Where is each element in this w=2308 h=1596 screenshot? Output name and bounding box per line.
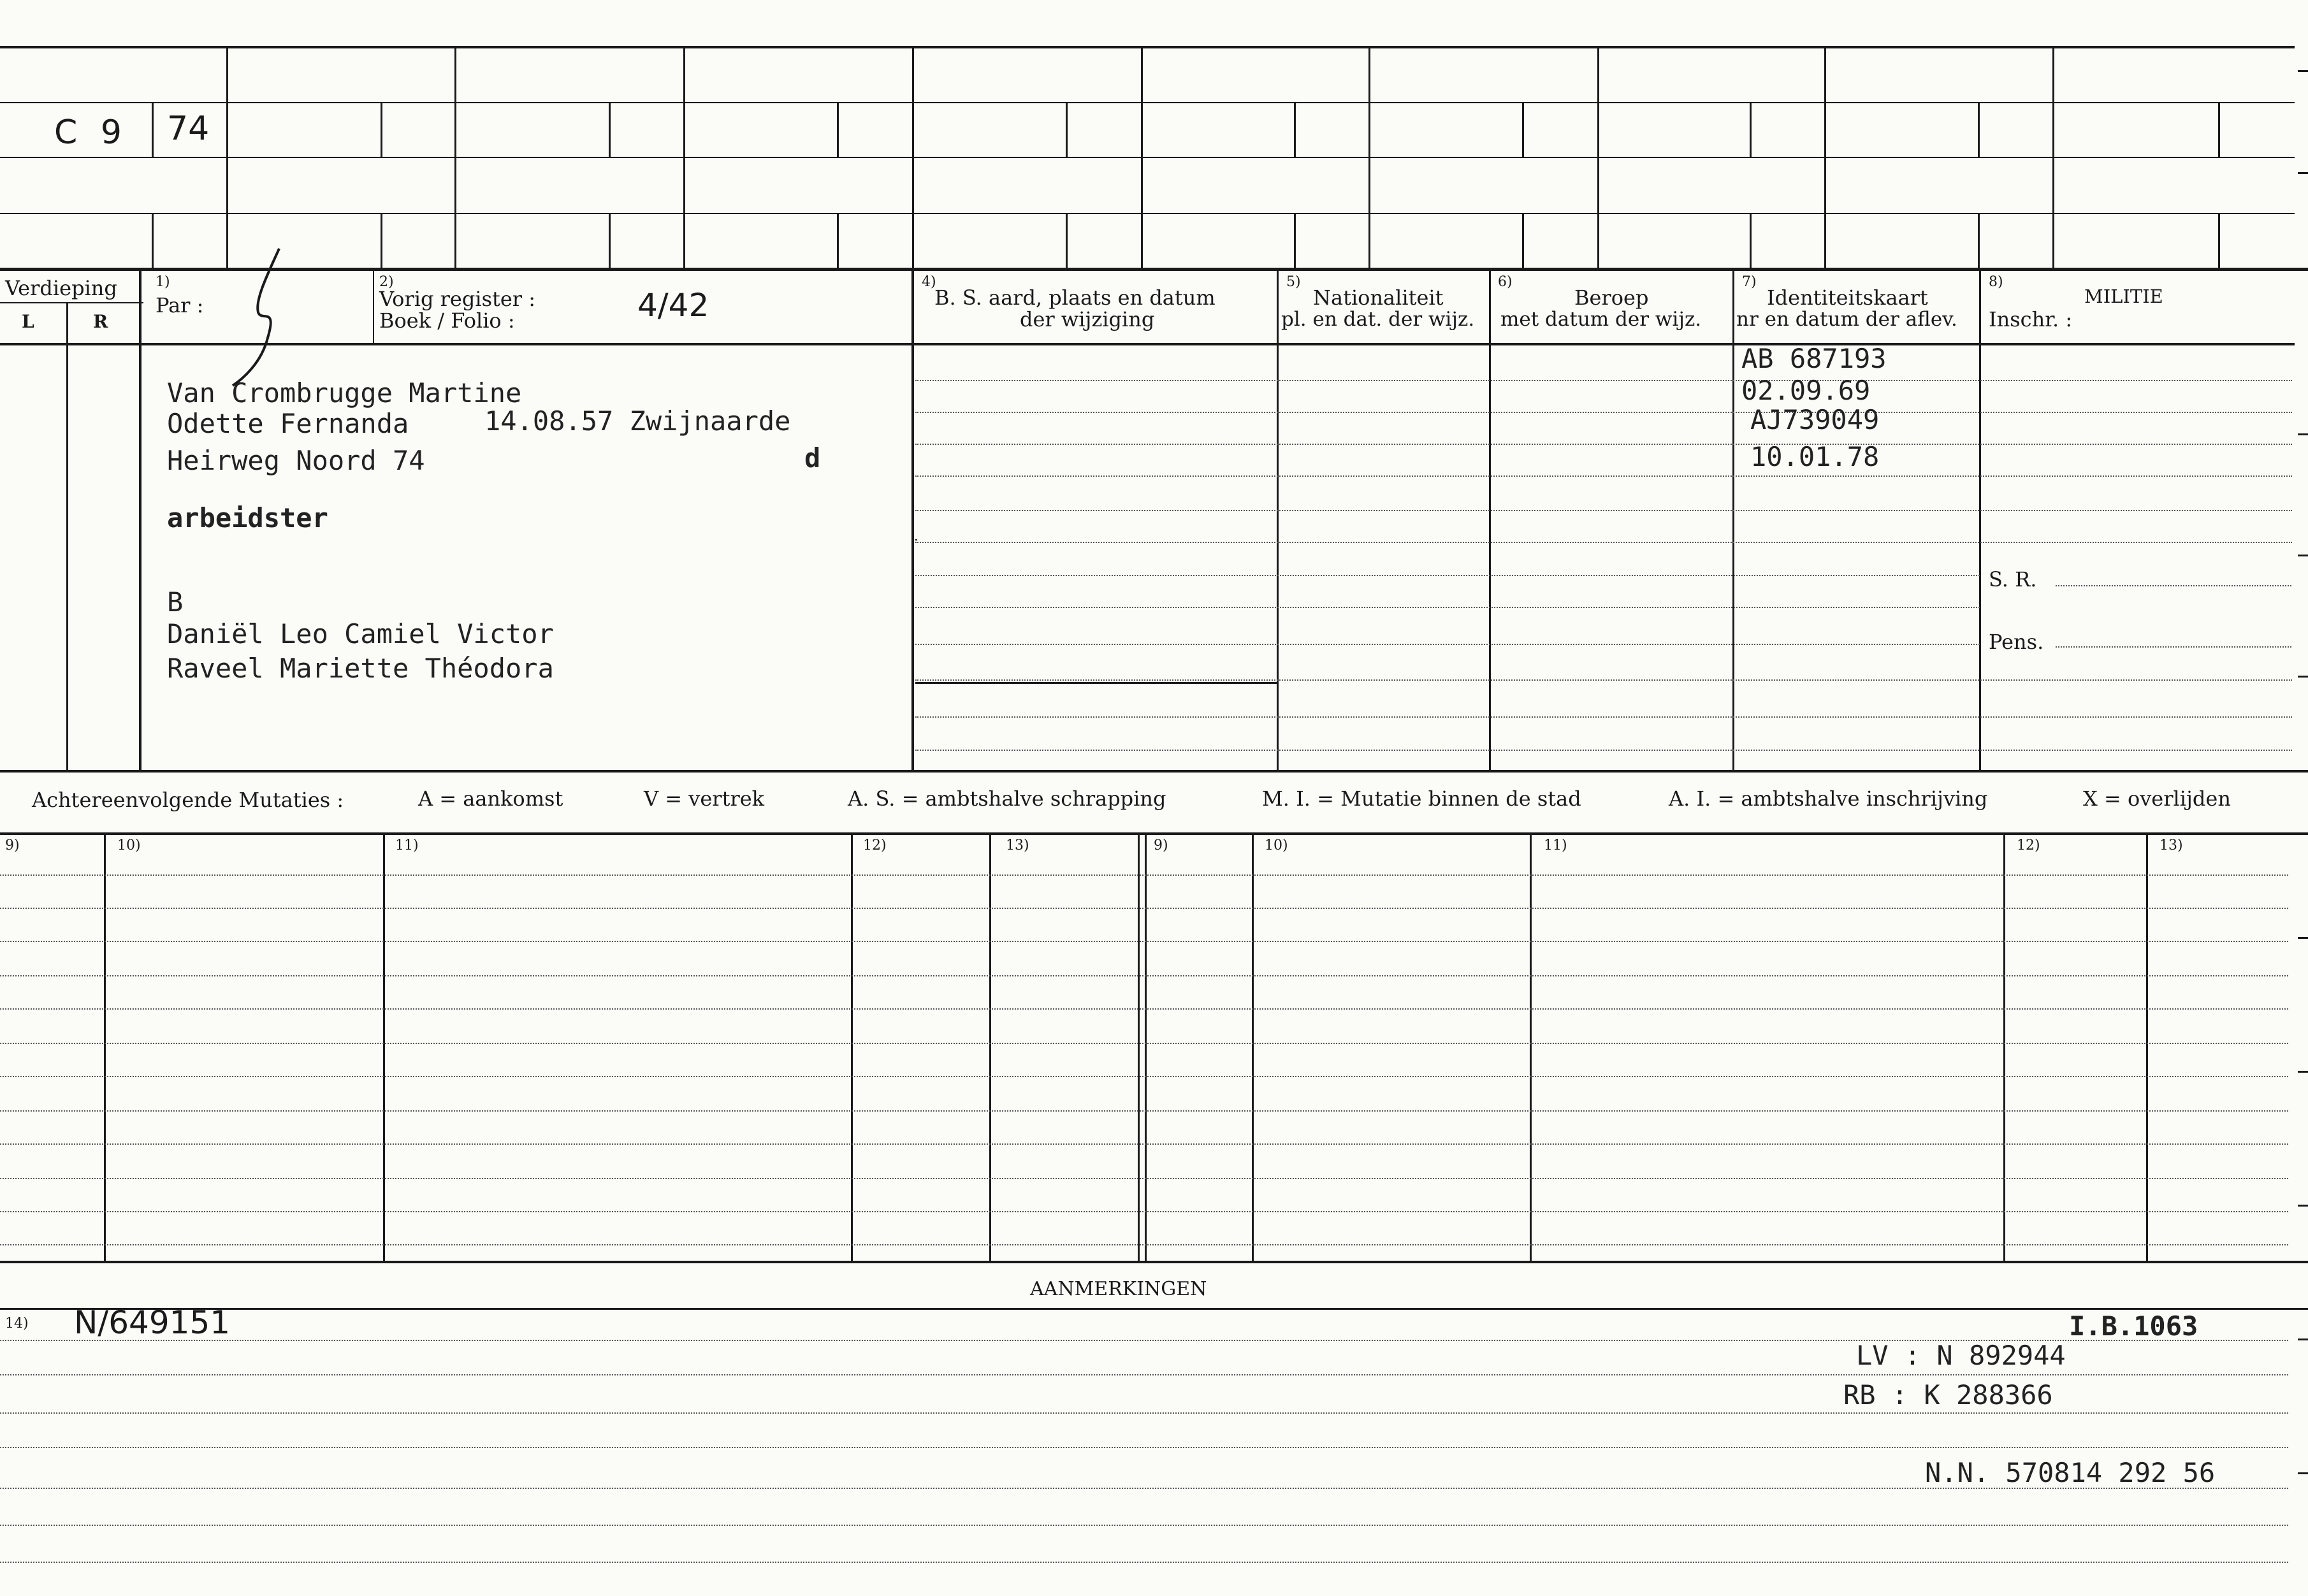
- remarks-lv: LV : N 892944: [1856, 1340, 2066, 1371]
- mutations-title: Achtereenvolgende Mutaties :: [32, 788, 344, 812]
- legend-inschrijving: A. I. = ambtshalve inschrijving: [1669, 787, 1988, 811]
- col2-num: 2): [379, 274, 394, 290]
- col4-num: 4): [922, 274, 936, 290]
- identity-date-2: 10.01.78: [1750, 441, 1880, 472]
- identity-card-2: AJ739049: [1750, 404, 1880, 435]
- person-birth: 14.08.57 Zwijnaarde: [484, 405, 791, 437]
- person-address: Heirweg Noord 74: [167, 445, 425, 476]
- handwritten-mark: [229, 242, 306, 395]
- mut-col-12b: 12): [2017, 838, 2040, 853]
- remarks-ib: I.B.1063: [2069, 1310, 2198, 1342]
- col5-line1: Nationaliteit: [1313, 286, 1444, 310]
- col5-line2: pl. en dat. der wijz.: [1281, 308, 1475, 331]
- verdieping-label: Verdieping: [5, 276, 117, 300]
- mut-col-13: 13): [1006, 838, 1029, 853]
- mut-col-9b: 9): [1154, 838, 1168, 853]
- remarks-code: N/649151: [74, 1304, 231, 1341]
- person-name: Van Crombrugge Martine: [167, 377, 522, 409]
- col1-num: 1): [156, 274, 170, 290]
- col8-line1: MILITIE: [2084, 286, 2163, 307]
- identity-date-1: 02.09.69: [1741, 375, 1871, 406]
- col7-line2: nr en datum der aflev.: [1736, 308, 1957, 331]
- top-cell-a: C 9: [54, 113, 128, 152]
- col7-line1: Identiteitskaart: [1767, 286, 1928, 310]
- col8-num: 8): [1989, 274, 2003, 290]
- person-mark-d: d: [804, 442, 821, 474]
- militie-pens: Pens.: [1989, 630, 2044, 654]
- mut-col-12: 12): [863, 838, 887, 853]
- remarks-num: 14): [5, 1316, 29, 1331]
- mut-col-10b: 10): [1265, 838, 1288, 853]
- person-occupation: arbeidster: [167, 502, 328, 533]
- legend-schrapping: A. S. = ambtshalve schrapping: [848, 787, 1166, 811]
- col5-num: 5): [1286, 274, 1301, 290]
- col1-label: Par :: [156, 293, 204, 317]
- col2-line1: Vorig register :: [379, 287, 536, 311]
- person-given-names: Odette Fernanda: [167, 408, 409, 439]
- mut-col-11b: 11): [1544, 838, 1567, 853]
- remarks-rb: RB : K 288366: [1843, 1379, 2053, 1411]
- top-cell-b: 74: [167, 110, 210, 148]
- col2-value: 4/42: [637, 287, 709, 324]
- col4-line2: der wijziging: [1020, 307, 1155, 331]
- identity-card-1: AB 687193: [1741, 343, 1887, 374]
- mut-col-11: 11): [395, 838, 419, 853]
- legend-mutatie: M. I. = Mutatie binnen de stad: [1262, 787, 1581, 811]
- mut-col-10: 10): [117, 838, 141, 853]
- mut-col-13b: 13): [2159, 838, 2183, 853]
- col4-line1: B. S. aard, plaats en datum: [934, 286, 1216, 310]
- legend-overlijden: X = overlijden: [2083, 787, 2231, 811]
- mut-col-9: 9): [5, 838, 20, 853]
- col2-line2: Boek / Folio :: [379, 308, 515, 333]
- verdieping-r: R: [93, 311, 108, 332]
- col8-line2: Inschr. :: [1989, 307, 2073, 331]
- legend-aankomst: A = aankomst: [418, 787, 563, 811]
- remarks-nn: N.N. 570814 292 56: [1925, 1457, 2216, 1488]
- col6-line1: Beroep: [1574, 286, 1649, 310]
- col6-num: 6): [1498, 274, 1513, 290]
- remarks-title: AANMERKINGEN: [1030, 1278, 1207, 1300]
- col6-line2: met datum der wijz.: [1500, 308, 1702, 331]
- verdieping-l: L: [22, 311, 34, 332]
- person-letter-b: B: [167, 586, 184, 618]
- person-mother: Raveel Mariette Théodora: [167, 653, 554, 684]
- legend-vertrek: V = vertrek: [644, 787, 765, 811]
- col7-num: 7): [1742, 274, 1757, 290]
- militie-sr: S. R.: [1989, 567, 2037, 591]
- person-father: Daniël Leo Camiel Victor: [167, 618, 554, 649]
